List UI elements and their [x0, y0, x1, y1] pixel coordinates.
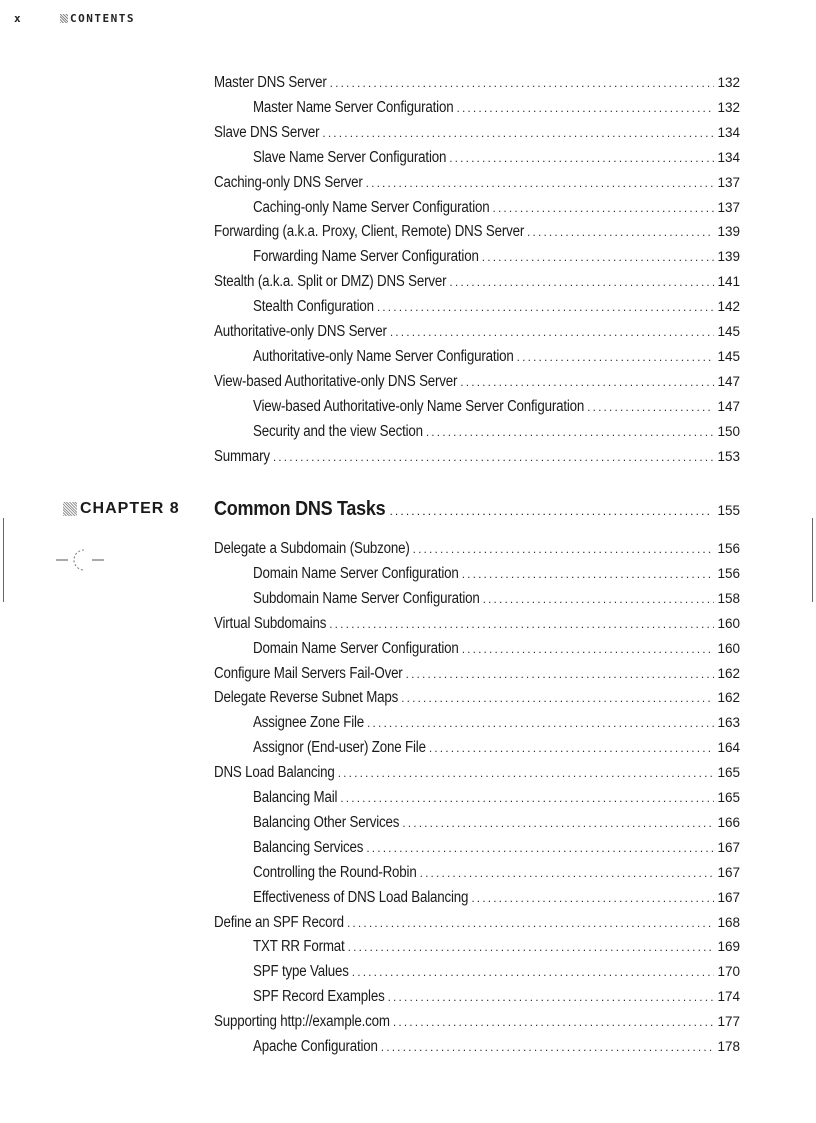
toc-entry-page: 156	[717, 565, 740, 581]
toc-entry-title: Controlling the Round-Robin	[253, 863, 417, 881]
toc-subentry[interactable]	[253, 639, 740, 659]
toc-entry[interactable]	[214, 763, 740, 783]
toc-entry-title: Configure Mail Servers Fail-Over	[214, 664, 403, 682]
dot-leader	[329, 614, 714, 634]
toc-entry-title: Forwarding (a.k.a. Proxy, Client, Remote) DNS Server	[214, 223, 525, 241]
toc-subentry[interactable]	[253, 863, 740, 883]
toc-entry-page: 134	[717, 149, 740, 165]
toc-entry-title: Stealth (a.k.a. Split or DMZ) DNS Server	[214, 273, 447, 291]
toc-entry[interactable]	[214, 664, 740, 684]
dot-leader	[483, 589, 715, 609]
chapter-heading[interactable]	[214, 498, 740, 524]
dot-leader	[456, 98, 714, 118]
toc-entry[interactable]	[214, 688, 740, 708]
toc-entry-page: 164	[717, 740, 740, 756]
toc-subentry[interactable]	[253, 788, 740, 808]
toc-subentry[interactable]	[253, 589, 740, 609]
dot-leader	[388, 987, 715, 1007]
dot-leader	[413, 539, 715, 559]
toc-entry-page: 174	[717, 989, 740, 1005]
toc-entry-title: Slave DNS Server	[214, 123, 320, 141]
dot-leader	[340, 788, 714, 808]
dot-leader	[406, 664, 715, 684]
dot-leader	[352, 962, 715, 982]
dot-leader	[330, 73, 715, 93]
dot-leader	[366, 838, 714, 858]
toc-entry-page: 139	[717, 249, 740, 265]
toc-entry[interactable]	[214, 222, 740, 242]
toc-entry-title: Delegate Reverse Subnet Maps	[214, 689, 399, 707]
toc-subentry[interactable]	[253, 247, 740, 267]
dot-leader	[517, 347, 715, 367]
dot-leader	[449, 148, 714, 168]
dot-leader	[471, 888, 714, 908]
toc-subentry[interactable]	[253, 838, 740, 858]
toc-entry[interactable]	[214, 447, 740, 467]
toc-entry-title: Authoritative-only Name Server Configuration	[253, 347, 514, 365]
running-title: CONTENTS	[70, 12, 135, 25]
toc-entry[interactable]	[214, 1012, 740, 1032]
dot-leader	[462, 564, 715, 584]
toc-entry[interactable]	[214, 372, 740, 392]
toc-subentry[interactable]	[253, 422, 740, 442]
toc-entry-title: View-based Authoritative-only DNS Server	[214, 372, 458, 390]
dot-leader	[322, 123, 714, 143]
toc-entry-page: 169	[717, 939, 740, 955]
toc-subentry[interactable]	[253, 713, 740, 733]
toc-entry-page: 142	[717, 299, 740, 315]
toc-entry[interactable]	[214, 272, 740, 292]
chapter-marker-icon	[63, 502, 77, 516]
dot-leader	[347, 913, 715, 933]
toc-entry-title: Assignee Zone File	[253, 714, 365, 732]
toc-entry-title: Virtual Subdomains	[214, 614, 327, 632]
toc-entry-title: Balancing Mail	[253, 789, 338, 806]
toc-subentry[interactable]	[253, 937, 740, 957]
toc-entry-title: Supporting http://example.com	[214, 1013, 390, 1031]
toc-entry-page: 145	[717, 324, 740, 339]
chapter-label	[63, 500, 180, 518]
toc-entry-page: 153	[717, 448, 740, 464]
toc-entry-page: 134	[717, 124, 740, 140]
toc-subentry[interactable]	[253, 987, 740, 1007]
toc-entry-title: Master Name Server Configuration	[253, 98, 454, 116]
toc-entry-title: Delegate a Subdomain (Subzone)	[214, 540, 410, 557]
toc-subentry[interactable]	[253, 564, 740, 584]
dot-leader	[587, 397, 714, 417]
toc-entry-title: Security and the view Section	[253, 422, 423, 440]
toc-entry-title: Forwarding Name Server Configuration	[253, 248, 479, 266]
dot-leader	[402, 813, 714, 833]
toc-entry-title: Apache Configuration	[253, 1038, 378, 1055]
toc-entry-page: 167	[717, 889, 740, 905]
toc-subentry[interactable]	[253, 297, 740, 317]
toc-entry-page: 178	[717, 1039, 740, 1054]
dot-leader	[393, 1012, 715, 1032]
toc-entry-page: 165	[717, 765, 740, 781]
toc-entry[interactable]	[214, 539, 740, 559]
toc-entry-page: 162	[717, 690, 740, 706]
dot-leader	[401, 688, 714, 708]
toc-entry-page: 163	[717, 715, 740, 731]
header-marker-icon	[60, 14, 68, 23]
crop-line-left-icon	[3, 518, 4, 602]
toc-entry[interactable]	[214, 913, 740, 933]
toc-entry[interactable]	[214, 73, 740, 93]
toc-entry-page: 160	[717, 615, 740, 631]
toc-entry-title: Master DNS Server	[214, 74, 327, 91]
chapter-page: 155	[717, 503, 740, 518]
page-folio: x	[14, 12, 23, 25]
dot-leader	[462, 639, 715, 659]
toc-entry-page: 147	[717, 373, 740, 389]
dot-leader	[420, 863, 715, 883]
toc-entry[interactable]	[214, 173, 740, 193]
dot-leader	[482, 247, 715, 267]
dot-leader	[492, 198, 714, 218]
crop-line-right-icon	[812, 518, 813, 602]
toc-subentry[interactable]	[253, 1037, 740, 1057]
toc-entry-page: 137	[717, 199, 740, 215]
toc-entry-title: Stealth Configuration	[253, 298, 374, 316]
toc-subentry[interactable]	[253, 397, 740, 417]
toc-entry-title: Caching-only Name Server Configuration	[253, 198, 490, 216]
toc-entry-page: 137	[717, 174, 740, 190]
dot-leader	[449, 272, 714, 292]
toc-entry-title: Balancing Services	[253, 838, 364, 856]
toc-entry-page: 156	[717, 541, 740, 556]
toc-entry-page: 166	[717, 814, 740, 830]
toc-entry-title: Caching-only DNS Server	[214, 173, 363, 191]
toc-subentry[interactable]	[253, 888, 740, 908]
toc-entry-page: 162	[717, 665, 740, 681]
toc-entry-page: 132	[717, 99, 740, 115]
dot-leader	[273, 447, 715, 467]
toc-entry-title: Assignor (End-user) Zone File	[253, 739, 426, 757]
toc-entry-page: 167	[717, 839, 740, 855]
dot-leader	[367, 713, 714, 733]
dot-leader	[527, 222, 714, 242]
toc-entry-page: 132	[717, 75, 740, 90]
toc-entry-title: Subdomain Name Server Configuration	[253, 589, 480, 607]
toc-entry[interactable]	[214, 123, 740, 143]
toc-entry-title: Summary	[214, 447, 270, 465]
toc-entry[interactable]	[214, 322, 740, 342]
toc-entry-page: 150	[717, 423, 740, 439]
toc-entry-title: SPF type Values	[253, 963, 349, 981]
toc-entry-page: 139	[717, 224, 740, 240]
toc-entry-title: SPF Record Examples	[253, 988, 385, 1006]
chapter-title: Common DNS Tasks	[214, 498, 386, 520]
toc-subentry[interactable]	[253, 148, 740, 168]
running-head	[14, 12, 135, 25]
toc-entry-page: 170	[717, 964, 740, 980]
toc-subentry[interactable]	[253, 198, 740, 218]
toc-entry-page: 160	[717, 640, 740, 656]
toc-entry-title: Effectiveness of DNS Load Balancing	[253, 888, 469, 906]
dot-leader	[381, 1037, 715, 1057]
toc-subentry[interactable]	[253, 98, 740, 118]
toc-entry-page: 177	[717, 1014, 740, 1030]
toc-entry-page: 167	[717, 864, 740, 880]
toc-entry[interactable]	[214, 614, 740, 634]
dot-leader	[390, 322, 715, 342]
toc-entry-title: TXT RR Format	[253, 938, 345, 956]
chapter-number: CHAPTER 8	[80, 500, 180, 517]
toc-subentry[interactable]	[253, 962, 740, 982]
toc-entry-title: Define an SPF Record	[214, 913, 344, 931]
dot-leader	[389, 504, 713, 518]
toc-subentry[interactable]	[253, 347, 740, 367]
dot-leader	[377, 297, 715, 317]
toc-entry-page: 147	[717, 398, 740, 414]
toc-entry-title: Domain Name Server Configuration	[253, 564, 459, 582]
dot-leader	[338, 763, 715, 783]
dot-leader	[426, 422, 715, 442]
dot-leader	[460, 372, 714, 392]
toc-subentry[interactable]	[253, 813, 740, 833]
toc-entry-page: 165	[717, 790, 740, 805]
toc-entry-title: DNS Load Balancing	[214, 764, 335, 782]
toc-entry-page: 168	[717, 914, 740, 930]
dot-leader	[348, 937, 715, 957]
toc-entry-title: View-based Authoritative-only Name Server Configuration	[253, 397, 585, 415]
toc-entry-title: Slave Name Server Configuration	[253, 148, 447, 166]
crop-mark-icon	[56, 546, 106, 572]
toc-entry-page: 158	[717, 590, 740, 606]
toc-entry-page: 145	[717, 348, 740, 364]
dot-leader	[366, 173, 715, 193]
dot-leader	[429, 738, 715, 758]
toc-entry-title: Domain Name Server Configuration	[253, 639, 459, 657]
toc-entry-page: 141	[717, 274, 740, 290]
toc-subentry[interactable]	[253, 738, 740, 758]
toc-entry-title: Balancing Other Services	[253, 813, 400, 831]
toc-entry-title: Authoritative-only DNS Server	[214, 323, 387, 340]
